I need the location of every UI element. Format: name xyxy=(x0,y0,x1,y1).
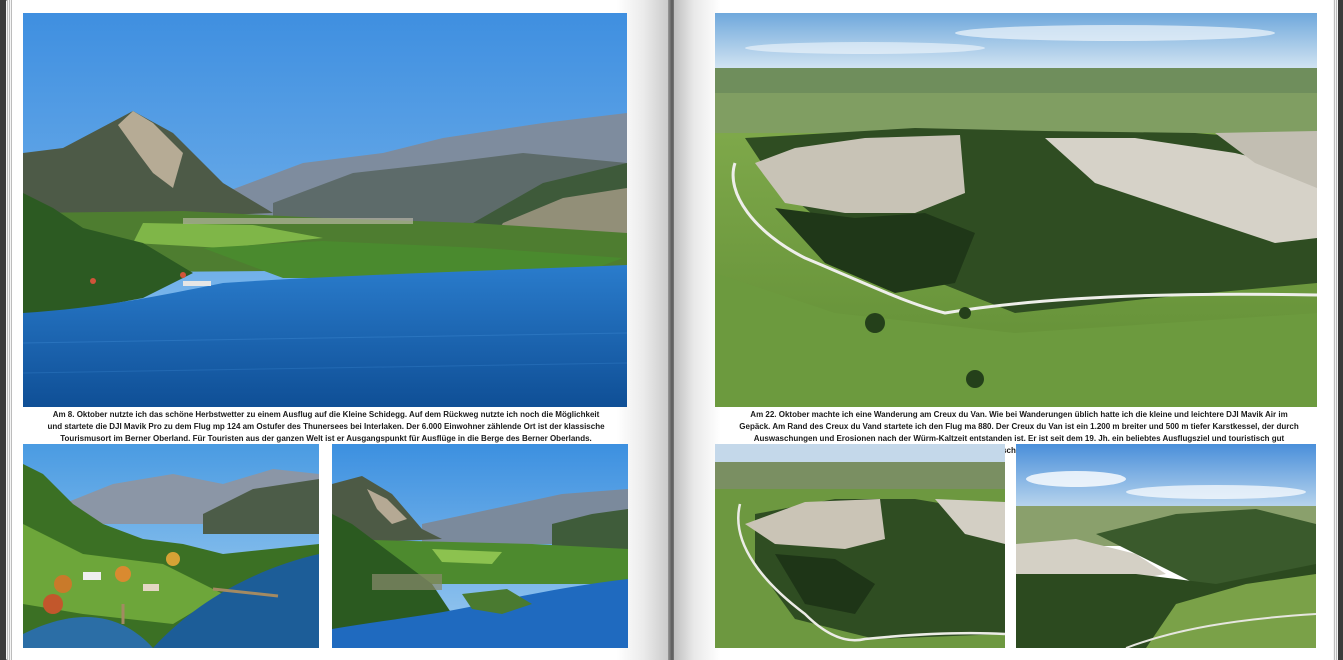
page-edge-right xyxy=(1333,0,1338,660)
left-page-caption: Am 8. Oktober nutzte ich das schöne Herbstwetter zu einem Ausflug auf die Kleine Schidegg. Auf dem Rückweg nutzte ich noch die Möglichkeit und startete die DJI Mavik Pro zu dem Flug mp 124 am Ostufer des Thunersees bei Interlaken. Der 6.000 Einwohner zählende Ort ist der klassische Tourismusort im Berner Oberland. Für Touristen aus der ganzen Welt ist er Ausgangspunkt für Ausflüge in die Berge des Berner Oberlands. xyxy=(47,410,605,443)
photo-lakeshore-village[interactable] xyxy=(23,444,319,648)
photo-forested-ridge[interactable] xyxy=(1016,444,1316,648)
photo-creux-du-van-rim[interactable] xyxy=(715,444,1005,648)
right-page xyxy=(674,0,1338,660)
right-page-caption: Am 22. Oktober machte ich eine Wanderung am Creux du Van. Wie bei Wanderungen üblich hatte ich die kleine und leichtere DJI Mavik Air im Gepäck. Am Rand des Creux du Vand startete ich den Flug ma 880. Der Creux du Van ist ein 1.200 m breiter und 500 m tiefer Karstkessel, der durch Auswaschungen und Erosionen nach der Würm-Kaltzeit entstanden ist. Er ist seit dem 19. Jh. ein beliebtes Ausflugsziel und touristisch gut xyxy=(739,410,1299,443)
left-page xyxy=(6,0,670,660)
page-edge-left xyxy=(6,0,12,660)
photo-thunersee-main[interactable] xyxy=(23,13,627,407)
photo-creux-du-van-main[interactable] xyxy=(715,13,1317,407)
photo-lake-delta[interactable] xyxy=(332,444,628,648)
